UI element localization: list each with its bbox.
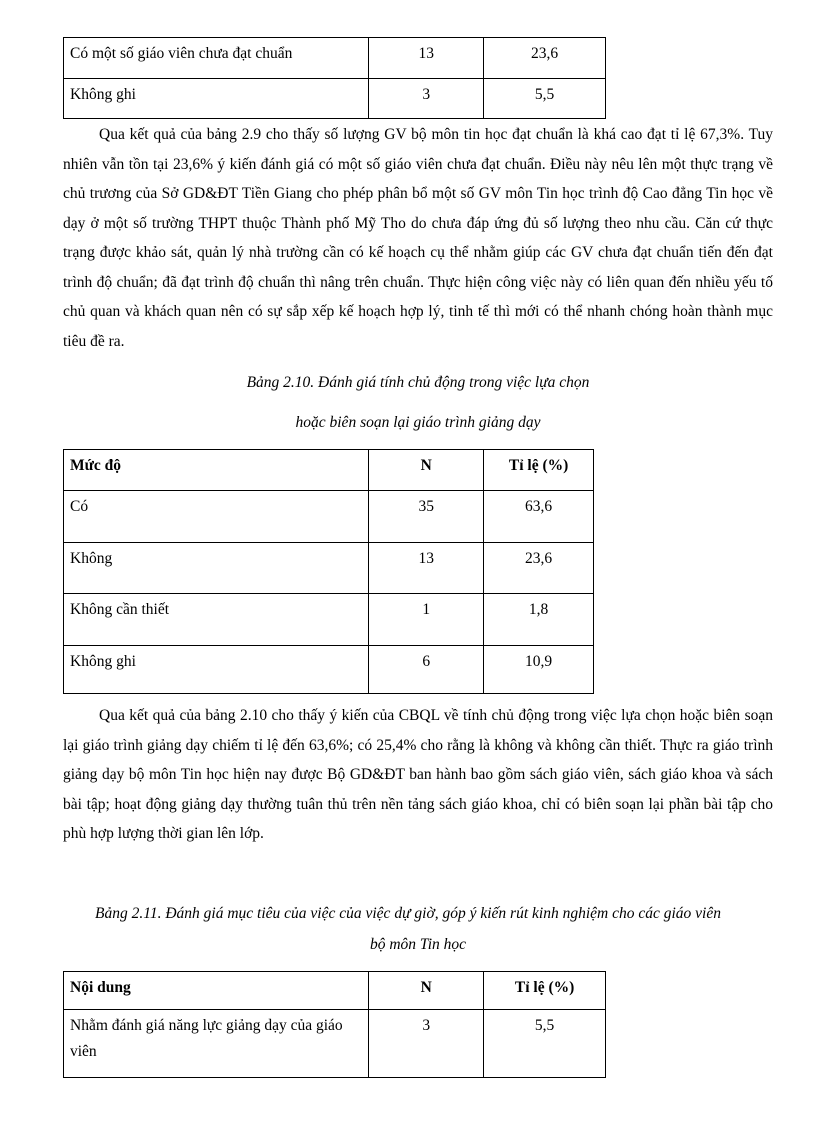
table-2-11-caption-line-1: Bảng 2.11. Đánh giá mục tiêu của việc của việc dự giờ, góp ý kiến rút kinh nghiệm cho các giáo viên — [95, 905, 721, 922]
table-cell-n: 1 — [369, 594, 484, 646]
table-cell-pct: 5,5 — [484, 79, 606, 119]
table-2-10-caption-line-1: Bảng 2.10. Đánh giá tính chủ động trong việc lựa chọn — [246, 374, 590, 391]
table-2-11-caption-line-2: bộ môn Tin học — [369, 936, 467, 953]
table-row — [64, 594, 594, 646]
table-header-pct: Tỉ lệ (%) — [484, 972, 606, 1010]
table-header-row — [64, 972, 606, 1010]
table-row — [64, 38, 606, 79]
table-2-11 — [63, 971, 606, 1078]
table-cell-label: Không cần thiết — [64, 594, 369, 646]
table-header-content: Nội dung — [64, 972, 369, 1010]
table-header-level: Mức độ — [64, 450, 369, 491]
table-header-row — [64, 450, 594, 491]
table-cell-pct: 23,6 — [484, 543, 594, 594]
table-cell-label: Không ghi — [64, 79, 369, 119]
table-row — [64, 543, 594, 594]
table-header-n: N — [369, 450, 484, 491]
table-cell-label: Không ghi — [64, 646, 369, 694]
table-header-pct: Tỉ lệ (%) — [484, 450, 594, 491]
table-cell-n: 6 — [369, 646, 484, 694]
table-cell-pct: 23,6 — [484, 38, 606, 79]
table-2-10 — [63, 449, 594, 694]
table-cell-pct: 1,8 — [484, 594, 594, 646]
table-row — [64, 646, 594, 694]
table-row — [64, 491, 594, 543]
table-cell-pct: 10,9 — [484, 646, 594, 694]
table-header-n: N — [369, 972, 484, 1010]
table-row — [64, 79, 606, 119]
table-cell-label: Nhằm đánh giá năng lực giảng dạy của giáo viên — [64, 1010, 369, 1078]
table-row — [64, 1010, 606, 1078]
table-cell-n: 3 — [369, 79, 484, 119]
table-cell-pct: 5,5 — [484, 1010, 606, 1078]
table-cell-n: 3 — [369, 1010, 484, 1078]
table-cell-label: Có một số giáo viên chưa đạt chuẩn — [64, 38, 369, 79]
table-cell-label: Không — [64, 543, 369, 594]
table-cell-n: 13 — [369, 543, 484, 594]
paragraph-2: Qua kết quả của bảng 2.10 cho thấy ý kiến của CBQL về tính chủ động trong việc lựa chọn hoặc biên soạn lại giáo trình giảng dạy chiếm tỉ lệ đến 63,6%; có 25,4% cho rằng là không và không cần thiết. Thực ra giáo trình giảng dạy bộ môn Tin học hiện nay được Bộ GD&ĐT ban hành bao gồm sách giáo viên, sách giáo khoa và sách bài tập; hoạt động giảng dạy thường tuân thủ trên nền tảng sách giáo khoa, chỉ có biên soạn lại phần bài tập cho phù hợp lượng thời gian lên lớp. — [63, 707, 773, 842]
table-2-9-tail — [63, 37, 606, 119]
table-cell-pct: 63,6 — [484, 491, 594, 543]
table-cell-n: 35 — [369, 491, 484, 543]
table-cell-label: Có — [64, 491, 369, 543]
table-cell-n: 13 — [369, 38, 484, 79]
paragraph-1: Qua kết quả của bảng 2.9 cho thấy số lượng GV bộ môn tin học đạt chuẩn là khá cao đạt tỉ lệ 67,3%. Tuy nhiên vẫn tồn tại 23,6% ý kiến đánh giá có một số giáo viên chưa đạt chuẩn. Điều này nêu lên một thực trạng về chủ trương của Sở GD&ĐT Tiền Giang cho phép phân bổ một số GV môn Tin học trình độ Cao đẳng Tin học về dạy ở một số trường THPT thuộc Thành phố Mỹ Tho do chưa đáp ứng đủ số lượng theo nhu cầu. Căn cứ thực trạng được khảo sát, quản lý nhà trường cần có kế hoạch cụ thể nhằm giúp các GV chưa đạt chuẩn tiến đến đạt trình độ chuẩn; đã đạt trình độ chuẩn thì nâng trên chuẩn. Thực hiện công việc này có liên quan đến nhiều yếu tố chủ quan và khách quan nên có sự sắp xếp kế hoạch hợp lý, tinh tế thì mới có thể nhanh chóng hoàn thành mục tiêu đề ra. — [63, 126, 773, 350]
table-2-10-caption-line-2: hoặc biên soạn lại giáo trình giảng dạy — [295, 414, 541, 431]
